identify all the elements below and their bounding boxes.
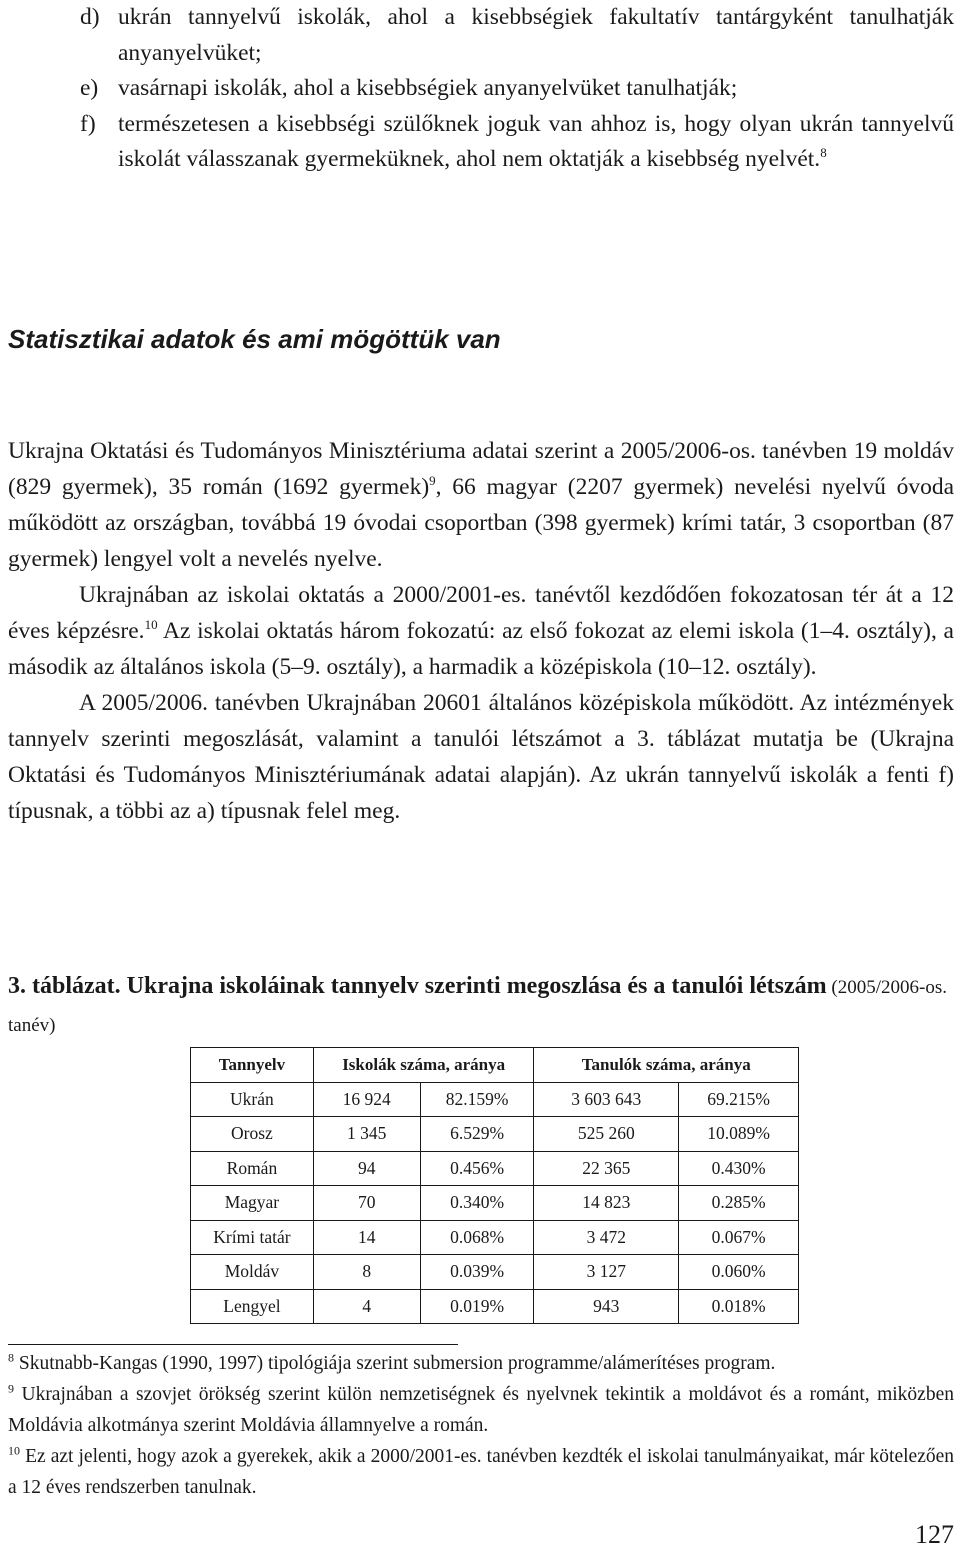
footnote-text: Ukrajnában a szovjet örökség szerint külön nemzetiségnek és nyelvnek tekintik a moldávot és a románt, miközben Moldávia alkotmánya szerint Moldávia államnyelve a román.: [8, 1384, 954, 1436]
list-label: d): [80, 4, 100, 30]
cell-language: Moldáv: [191, 1255, 314, 1290]
table-row: [191, 1289, 799, 1324]
cell-student-count: 14 823: [534, 1186, 679, 1221]
footnote-8: [8, 1348, 954, 1379]
cell-school-count: 94: [313, 1151, 420, 1186]
cell-student-count: 3 472: [534, 1220, 679, 1255]
cell-school-share: 0.019%: [420, 1289, 534, 1324]
table-caption: [8, 968, 954, 1044]
cell-student-share: 0.430%: [679, 1151, 799, 1186]
paragraph-2: [8, 577, 954, 685]
body-text: [8, 433, 954, 829]
footnote-ref-10[interactable]: 10: [144, 617, 158, 633]
table-row: [191, 1186, 799, 1221]
cell-school-count: 1 345: [313, 1117, 420, 1152]
list-label: e): [80, 75, 99, 101]
footnote-text: Skutnabb-Kangas (1990, 1997) tipológiája szerint submersion programme/alámerítéses program.: [18, 1353, 776, 1374]
paragraph-3: A 2005/2006. tanévben Ukrajnában 20601 általános középiskola működött. Az intézmények tannyelv szerinti megoszlását, valamint a tanulói létszámot a 3. táblázat mutatja be (Ukrajna Oktatási és Tudományos Minisztériumának adatai alapján). Az ukrán tannyelvű iskolák a fenti f) típusnak, a többi az a) típusnak felel meg.: [8, 690, 954, 824]
paragraph-text: Az iskolai oktatás három fokozatú: az első fokozat az elemi iskola (1–4. osztály), a második az általános iskola (5–9. osztály), a harmadik a középiskola (10–12. osztály).: [8, 618, 954, 680]
table-row: [191, 1255, 799, 1290]
list-label: f): [80, 110, 96, 137]
table-row: [191, 1082, 799, 1117]
footnote-number: 10: [8, 1443, 20, 1458]
paragraph-1: [8, 433, 954, 577]
footnote-ref-8[interactable]: 8: [820, 145, 827, 161]
cell-language: Román: [191, 1151, 314, 1186]
cell-student-count: 3 603 643: [534, 1082, 679, 1117]
footnote-number: 9: [8, 1381, 14, 1396]
table-row: [191, 1117, 799, 1152]
list-text: ukrán tannyelvű iskolák, ahol a kisebbségiek fakultatív tantárgyként tanulhatják anyanyelvüket;: [118, 4, 954, 66]
header-students: Tanulók száma, aránya: [534, 1048, 799, 1083]
cell-student-share: 0.060%: [679, 1255, 799, 1290]
page-number: 127: [915, 1520, 954, 1549]
table-caption-title: 3. táblázat. Ukrajna iskoláinak tannyelv szerinti megoszlása és a tanulói létszám: [8, 973, 827, 999]
footnote-9: [8, 1379, 954, 1441]
table-row: [191, 1151, 799, 1186]
cell-student-count: 3 127: [534, 1255, 679, 1290]
footnote-10: [8, 1441, 954, 1503]
cell-student-share: 0.067%: [679, 1220, 799, 1255]
footnotes: [8, 1348, 954, 1503]
enumerated-list: [80, 0, 954, 178]
paragraph-text: Ukrajnában az iskolai oktatás a 2000/2001-es. tanévtől kezdődően fokozatosan tér át a 12 éves képzésre.: [8, 582, 954, 644]
language-distribution-table: [190, 1047, 799, 1324]
footnote-number: 8: [8, 1350, 14, 1365]
cell-school-count: 14: [313, 1220, 420, 1255]
cell-school-share: 82.159%: [420, 1082, 534, 1117]
header-schools: Iskolák száma, aránya: [313, 1048, 534, 1083]
table-header-row: [191, 1048, 799, 1083]
footnote-ref-9[interactable]: 9: [429, 473, 436, 489]
list-item-f: [80, 107, 954, 178]
paragraph-text: , 66 magyar (2207 gyermek) nevelési nyelvű óvoda működött az országban, továbbá 19 óvodai csoportban (398 gyermek) krími tatár, 3 csoportban (87 gyermek) lengyel volt a nevelés nyelve.: [8, 474, 954, 572]
cell-student-count: 525 260: [534, 1117, 679, 1152]
cell-school-count: 70: [313, 1186, 420, 1221]
list-item-e: [80, 71, 954, 107]
paragraph-text: Ukrajna Oktatási és Tudományos Minisztériuma adatai szerint a 2005/2006-os. tanévben 19 moldáv (829 gyermek), 35 román (1692 gyermek): [8, 438, 954, 500]
table-row: [191, 1220, 799, 1255]
list-text-wrap: [118, 107, 954, 178]
cell-school-count: 8: [313, 1255, 420, 1290]
cell-student-share: 0.018%: [679, 1289, 799, 1324]
cell-language: Magyar: [191, 1186, 314, 1221]
cell-language: Lengyel: [191, 1289, 314, 1324]
header-language: Tannyelv: [191, 1048, 314, 1083]
cell-school-share: 0.068%: [420, 1220, 534, 1255]
section-heading: Statisztikai adatok és ami mögöttük van: [8, 324, 501, 354]
cell-student-count: 943: [534, 1289, 679, 1324]
cell-language: Ukrán: [191, 1082, 314, 1117]
list-item-d: [80, 0, 954, 71]
cell-student-share: 0.285%: [679, 1186, 799, 1221]
footnote-divider: [8, 1344, 458, 1345]
cell-school-share: 0.039%: [420, 1255, 534, 1290]
cell-student-share: 10.089%: [679, 1117, 799, 1152]
cell-school-count: 16 924: [313, 1082, 420, 1117]
cell-school-share: 6.529%: [420, 1117, 534, 1152]
footnote-text: Ez azt jelenti, hogy azok a gyerekek, akik a 2000/2001-es. tanévben kezdték el iskolai tanulmányaikat, már kötelezően a 12 éves rendszerben tanulnak.: [8, 1446, 955, 1498]
table-caption-note: (2005/2006-os. tanév): [8, 977, 947, 1036]
list-text: természetesen a kisebbségi szülőknek joguk van ahhoz is, hogy olyan ukrán tannyelvű iskolát válasszanak gyermeküknek, ahol nem oktatják a kisebbség nyelvét.: [118, 110, 954, 172]
cell-student-share: 69.215%: [679, 1082, 799, 1117]
cell-language: Orosz: [191, 1117, 314, 1152]
cell-language: Krími tatár: [191, 1220, 314, 1255]
cell-school-share: 0.340%: [420, 1186, 534, 1221]
cell-school-count: 4: [313, 1289, 420, 1324]
table-body: [191, 1082, 799, 1324]
list-text: vasárnapi iskolák, ahol a kisebbségiek anyanyelvüket tanulhatják;: [118, 75, 738, 101]
cell-school-share: 0.456%: [420, 1151, 534, 1186]
cell-student-count: 22 365: [534, 1151, 679, 1186]
